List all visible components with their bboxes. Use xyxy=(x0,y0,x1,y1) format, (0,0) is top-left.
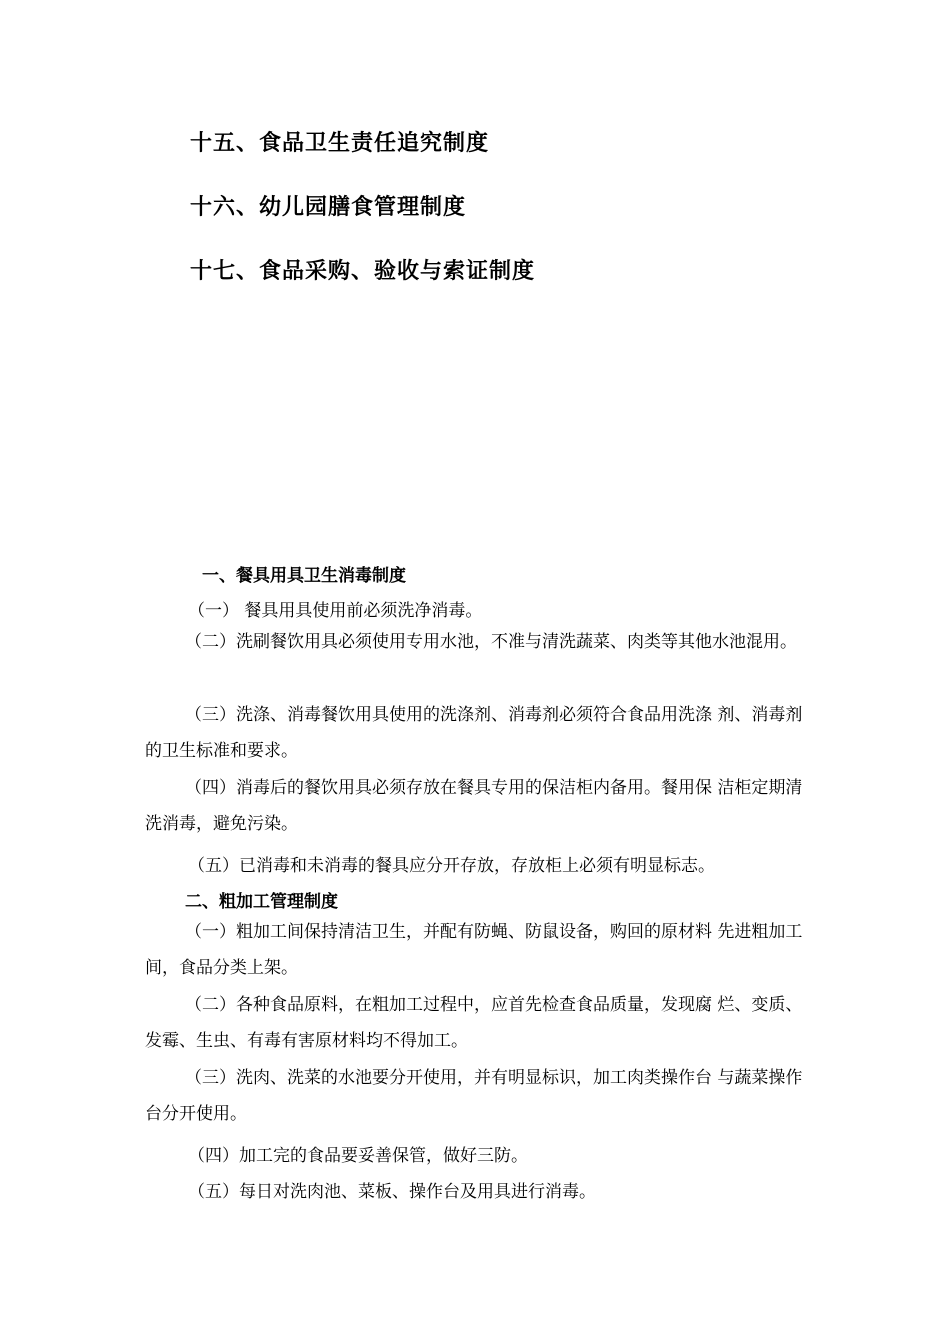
section-title-tableware-disinfection: 一、餐具用具卫生消毒制度 xyxy=(202,566,406,586)
section2-item-4: （四）加工完的食品要妥善保管，做好三防。 xyxy=(188,1146,528,1166)
section2-item-2: （二）各种食品原料，在粗加工过程中，应首先检查食品质量，发现腐 烂、变质、发霉、生虫、有毒有害原材料均不得加工。 xyxy=(145,995,803,1051)
section1-item-5: （五）已消毒和未消毒的餐具应分开存放，存放柜上必须有明显标志。 xyxy=(188,856,715,876)
section1-item-3: （三）洗涤、消毒餐饮用具使用的洗涤剂、消毒剂必须符合食品用洗涤 剂、消毒剂的卫生标准和要求。 xyxy=(145,705,803,761)
toc-item-17: 十七、食品采购、验收与索证制度 xyxy=(190,258,536,284)
toc-item-15: 十五、食品卫生责任追究制度 xyxy=(190,130,490,156)
section2-item-5: （五）每日对洗肉池、菜板、操作台及用具进行消毒。 xyxy=(188,1182,596,1202)
section2-item-3: （三）洗肉、洗菜的水池要分开使用，并有明显标识，加工肉类操作台 与蔬菜操作台分开使用。 xyxy=(145,1068,803,1124)
section2-item-1: （一）粗加工间保持清洁卫生，并配有防蝇、防鼠设备，购回的原材料 先进粗加工间，食品分类上架。 xyxy=(145,922,803,978)
section1-item-1: （一） 餐具用具使用前必须洗净消毒。 xyxy=(188,601,483,621)
section1-item-2: （二）洗刷餐饮用具必须使用专用水池，不准与清洗蔬菜、肉类等其他水池混用。 xyxy=(185,632,797,652)
toc-item-16: 十六、幼儿园膳食管理制度 xyxy=(190,194,467,220)
section-title-rough-processing: 二、粗加工管理制度 xyxy=(185,892,338,912)
section1-item-4: （四）消毒后的餐饮用具必须存放在餐具专用的保洁柜内备用。餐用保 洁柜定期清洗消毒，避免污染。 xyxy=(145,778,803,834)
